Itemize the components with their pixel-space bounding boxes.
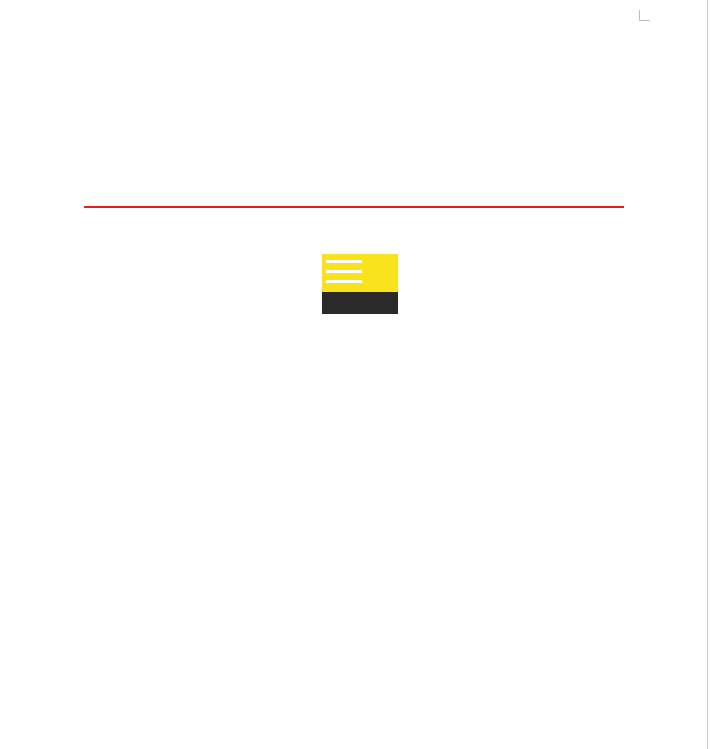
report-header-row xyxy=(84,182,624,206)
header-red-rule xyxy=(84,206,624,208)
fog-bar-icon xyxy=(326,260,362,263)
heavy-fog-yellow-signal-icon xyxy=(322,254,398,314)
page-edge-line xyxy=(707,0,708,749)
fog-bar-icon xyxy=(326,270,362,273)
signal-icon-band xyxy=(322,292,398,314)
crop-mark xyxy=(639,10,650,21)
fog-bar-icon xyxy=(326,280,362,283)
